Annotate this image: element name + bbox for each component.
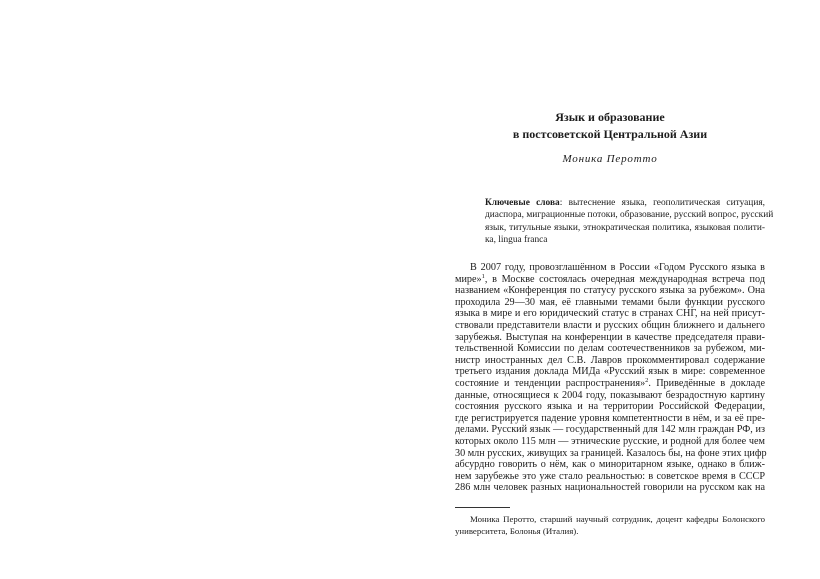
body-line: абсурдно говорить о нём, как о миноритарном языке, однако в ближ-: [455, 459, 765, 471]
body-text: [455, 262, 765, 494]
body-line: зарубежья. Выступая на конференции в качестве председателя прави-: [455, 331, 765, 343]
keywords-line: диаспора, миграционные потоки, образование, русский вопрос, русский: [485, 210, 774, 221]
body-line: 286 млн человек разных национальностей говорили на русском как на: [455, 482, 765, 494]
body-line-text: . Приведённые в докладе: [648, 377, 765, 389]
footnote-marker: 2: [645, 376, 649, 384]
body-line: делами. Русский язык — государственный для 142 млн граждан РФ, из: [455, 424, 765, 436]
body-line: третьего издания доклада МИДа «Русский язык в мире: современное: [455, 366, 765, 378]
body-line: тельственной Комиссии по делам соотечественников за рубежом, ми-: [455, 343, 765, 355]
footnote-rule: [455, 507, 510, 508]
keywords-line: ка, lingua franca: [485, 235, 548, 246]
body-line: состояния русского языка и на территории Российской Федерации,: [455, 401, 765, 413]
body-line: названием «Конференция по статусу русского языка за рубежом». Она: [455, 285, 765, 297]
body-line: где регистрируется падение уровня компетентности в нём, и за её пре-: [455, 412, 765, 424]
body-line: нистр иностранных дел С.В. Лавров прокомментировал содержание: [455, 354, 765, 366]
body-line: В 2007 году, провозглашённом в России «Годом Русского языка в: [470, 262, 765, 273]
keywords-block: [485, 197, 774, 247]
body-line-text: мире»: [455, 273, 482, 285]
body-line-text: , в Москве состоялась очередная международная встреча под: [484, 273, 765, 285]
keywords-line: язык, титульные языки, этнократическая политика, языковая полити-: [485, 222, 765, 233]
body-line: [455, 274, 765, 286]
footnote-text: [455, 513, 765, 537]
keywords-line: [485, 197, 765, 209]
body-line: языка в мире и его юридический статус в странах СНГ, на ней присут-: [455, 308, 765, 320]
article-title-line-2: в постсоветской Центральной Азии: [512, 127, 708, 141]
keywords-text: : вытеснение языка, геополитическая ситуация,: [559, 198, 765, 208]
body-line: данные, относящиеся к 2004 году, показывают безрадостную картину: [455, 389, 765, 401]
body-line: 30 млн русских, живущих за границей. Казалось бы, на фоне этих цифр: [455, 447, 767, 459]
article-title-line-1: Язык и образование: [555, 110, 665, 124]
body-line: ствовали представители власти и русских общин ближнего и дальнего: [455, 319, 765, 331]
body-line: проходила 29—30 мая, её главными темами были функции русского: [455, 296, 765, 308]
keywords-label: Ключевые слова: [485, 198, 560, 208]
body-line: [455, 378, 765, 390]
body-line: нем зарубежье это уже стало реальностью: в советское время в СССР: [455, 470, 765, 482]
footnote-line: Моника Перотто, старший научный сотрудник, доцент кафедры Болонского: [470, 514, 765, 524]
author-name: Моника Перотто: [562, 153, 658, 165]
footnote-marker: 1: [481, 272, 485, 280]
body-line: которых около 115 млн — этнические русские, и родной для более чем: [455, 435, 765, 447]
footnote-line: университета, Болонья (Италия).: [455, 526, 579, 536]
body-line-text: состояние и тенденции распространения»: [455, 377, 646, 389]
